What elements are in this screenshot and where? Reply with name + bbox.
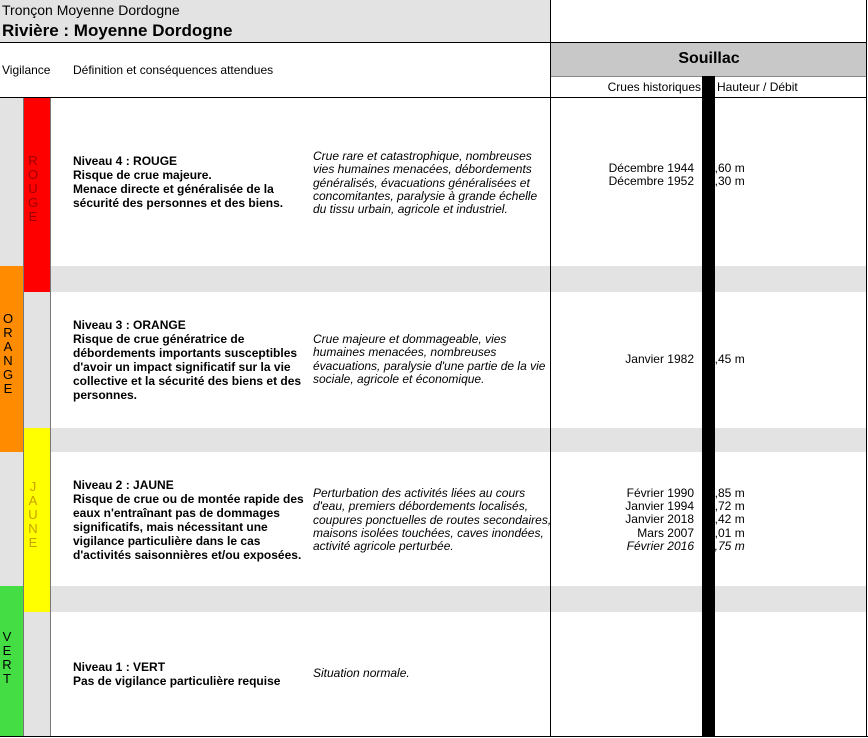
level-4-block bbox=[73, 154, 305, 210]
line-definition-right bbox=[550, 0, 551, 737]
flood-value: 3,75 m bbox=[708, 538, 745, 553]
level-3-floods bbox=[551, 353, 745, 366]
line-right-edge bbox=[866, 0, 867, 737]
letter: E bbox=[2, 643, 12, 658]
flood-value: 4,85 m bbox=[708, 486, 745, 500]
level-title: Niveau 1 : VERT bbox=[73, 660, 166, 674]
flood-date: Janvier 1982 bbox=[625, 352, 694, 366]
flood-date: Mars 2007 bbox=[637, 525, 694, 540]
level-description: Risque de crue génératrice de débordements importants susceptibles d'avoir un impact significatif sur la vie collective et la sécurité des biens et des personnes. bbox=[73, 332, 302, 402]
letter: G bbox=[27, 195, 39, 210]
flood-date: Décembre 1952 bbox=[608, 174, 694, 189]
letter: G bbox=[2, 367, 14, 382]
river-title: Rivière : Moyenne Dordogne bbox=[2, 21, 233, 40]
letter: U bbox=[28, 181, 38, 196]
letter: E bbox=[28, 209, 38, 224]
level-title: Niveau 2 : JAUNE bbox=[73, 478, 174, 492]
station-name: Souillac bbox=[678, 50, 740, 67]
level-1-block bbox=[73, 660, 305, 688]
level-1-consequences: Situation normale. bbox=[313, 666, 410, 680]
flood-row bbox=[551, 513, 745, 526]
level-description: Risque de crue ou de montée rapide des eaux n'entraînant pas de dommages significatifs, mais nécessitant une vigilance particulière dans le cas d'activités saisonnières et/ou exposées. bbox=[73, 492, 304, 562]
letter: R bbox=[3, 325, 13, 340]
level-3-consequences: Crue majeure et dommageable, vies humaines menacées, nombreuses évacuations, paralysie d'une partie de la vie sociale, agricole et économique. bbox=[313, 332, 546, 386]
letter: R bbox=[28, 153, 38, 168]
letter: J bbox=[29, 479, 37, 494]
col-header-vigilance: Vigilance bbox=[2, 63, 51, 77]
line-inner-strip-right bbox=[50, 98, 51, 736]
flood-date: Janvier 1994 bbox=[625, 499, 694, 514]
flood-date: Février 1990 bbox=[626, 486, 694, 500]
letter: A bbox=[3, 339, 13, 354]
flood-value: 6,60 m bbox=[708, 161, 745, 175]
flood-value: 5,45 m bbox=[708, 352, 745, 366]
separator-band-3 bbox=[50, 586, 867, 612]
flood-value: 4,72 m bbox=[708, 499, 745, 514]
letter: E bbox=[28, 535, 38, 550]
letter: E bbox=[3, 381, 13, 396]
line-table-bottom bbox=[0, 736, 868, 737]
letter: O bbox=[2, 311, 14, 326]
level-title: Niveau 3 : ORANGE bbox=[73, 318, 186, 332]
letter: T bbox=[3, 671, 11, 686]
label-orange-vertical bbox=[0, 312, 16, 396]
label-jaune-vertical bbox=[24, 480, 42, 550]
label-vert-vertical bbox=[0, 630, 14, 686]
letter: N bbox=[28, 521, 38, 536]
separator-band-1 bbox=[50, 266, 867, 292]
level-4-consequences: Crue rare et catastrophique, nombreuses vies humaines menacées, débordements généralisés, évacuations généralisées et concomitantes, paralysie à grande échelle du tissu urbain, agricole et industriel. bbox=[313, 149, 538, 217]
col-header-historic: Crues historiques bbox=[607, 80, 701, 94]
letter: A bbox=[28, 493, 38, 508]
flood-row bbox=[551, 540, 745, 553]
col-header-height: Hauteur / Débit bbox=[717, 80, 798, 94]
letter: O bbox=[27, 167, 39, 182]
col-header-definition: Définition et conséquences attendues bbox=[73, 63, 274, 77]
flood-date: Février 2016 bbox=[626, 538, 694, 553]
separator-band-2 bbox=[50, 428, 867, 452]
flood-row bbox=[551, 527, 745, 540]
flood-date: Janvier 2018 bbox=[625, 512, 694, 527]
flood-value: 6,30 m bbox=[708, 174, 745, 189]
level-description: Pas de vigilance particulière requise bbox=[73, 674, 281, 688]
level-3-block bbox=[73, 318, 305, 402]
level-title: Niveau 4 : ROUGE bbox=[73, 154, 178, 168]
flood-row bbox=[551, 353, 745, 366]
inner-strip-grey-1 bbox=[24, 292, 50, 428]
level-2-floods bbox=[551, 487, 745, 553]
outer-strip-grey-mid bbox=[0, 452, 24, 586]
flood-value: 4,42 m bbox=[708, 512, 745, 527]
line-header-bottom bbox=[0, 42, 867, 43]
label-rouge-vertical bbox=[24, 154, 42, 224]
flood-row bbox=[551, 175, 745, 188]
outer-strip-grey-top bbox=[0, 98, 24, 266]
flood-date: Décembre 1944 bbox=[608, 161, 694, 175]
flood-value: 4,01 m bbox=[708, 525, 745, 540]
level-description: Risque de crue majeure. Menace directe et généralisée de la sécurité des personnes et des biens. bbox=[73, 168, 284, 210]
line-columns-bottom bbox=[0, 97, 867, 98]
letter: N bbox=[3, 353, 13, 368]
letter: V bbox=[2, 629, 12, 644]
level-4-floods bbox=[551, 162, 745, 188]
letter: R bbox=[2, 657, 12, 672]
letter: U bbox=[28, 507, 38, 522]
inner-strip-grey-2 bbox=[24, 612, 50, 736]
section-title: Tronçon Moyenne Dordogne bbox=[2, 2, 180, 18]
level-2-consequences: Perturbation des activités liées au cours d'eau, premiers débordements localisés, coupures ponctuelles de routes secondaires, maisons isolées touchées, caves inondées, activité agricole perturbée. bbox=[313, 486, 552, 554]
level-2-block bbox=[73, 478, 305, 562]
